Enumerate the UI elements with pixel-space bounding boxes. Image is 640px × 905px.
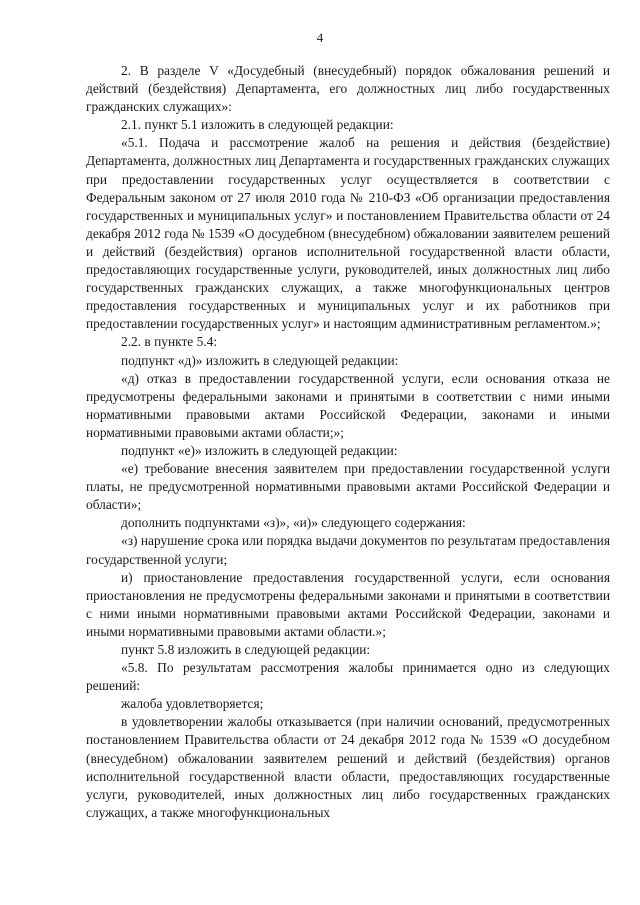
paragraph-complaint-refused: в удовлетворении жалобы отказывается (при наличии оснований, предусмотренных постановлением Правительства области от 24 декабря 2012 года № 1539 «О досудебном (внесудебном) обжаловании заявителем решений и действий (бездействия) органов исполнительной государственной власти области, предоставляющих государственные услуги, руководителей, иных должностных лиц либо государственных гражданских служащих, а также многофункциональных <box>86 714 610 820</box>
paragraph-subitem-d-intro: подпункт «д)» изложить в следующей редакции: <box>121 352 399 368</box>
document-body <box>86 62 610 822</box>
paragraph-add-subitems: дополнить подпунктами «з)», «и)» следующего содержания: <box>121 515 466 531</box>
paragraph-2-1: 2.1. пункт 5.1 изложить в следующей редакции: <box>121 117 394 133</box>
paragraph-complaint-satisfied: жалоба удовлетворяется; <box>121 696 264 712</box>
paragraph-5-1-text: «5.1. Подача и рассмотрение жалоб на решения и действия (бездействие) Департамента, должностных лиц Департамента и государственных гражданских служащих при предоставлении государственных услуг осуществляется в соответствии с Федеральным законом от 27 июля 2010 года № 210-ФЗ «Об организации предоставления государственных и муниципальных услуг» и постановлением Правительства области от 24 декабря 2012 года № 1539 «О досудебном (внесудебном) обжаловании заявителем решений и действий (бездействия) органов исполнительной государственной власти области, предоставляющих государственные услуги, руководителей, иных должностных лиц либо государственных гражданских служащих, а также многофункциональных центров предоставления государственных и муниципальных услуг и их работников при предоставлении государственных услуг» и настоящим административным регламентом.»; <box>86 135 610 332</box>
paragraph-subitem-i-text: и) приостановление предоставления государственной услуги, если основания приостановления не предусмотрены федеральными законами и принятыми в соответствии с ними иными нормативными правовыми актами Российской Федерации, законами и иными нормативными правовыми актами области.»; <box>86 569 610 639</box>
paragraph-5-8-text: «5.8. По результатам рассмотрения жалобы принимается одно из следующих решений: <box>86 660 610 694</box>
paragraph-subitem-d-text: «д) отказ в предоставлении государственной услуги, если основания отказа не предусмотрены федеральными законами и принятыми в соответствии с ними иными нормативными правовыми актами Российской Федерации, законами и иными нормативными правовыми актами области;»; <box>86 370 610 440</box>
paragraph-subitem-e-text: «е) требование внесения заявителем при предоставлении государственной услуги платы, не предусмотренной нормативными правовыми актами Российской Федерации и области»; <box>86 461 610 513</box>
paragraph-2-2: 2.2. в пункте 5.4: <box>121 334 218 350</box>
paragraph-subitem-z-text: «з) нарушение срока или порядка выдачи документов по результатам предоставления государственной услуги; <box>86 533 610 567</box>
paragraph-5-8-intro: пункт 5.8 изложить в следующей редакции: <box>121 642 371 657</box>
paragraph-subitem-e-intro: подпункт «е)» изложить в следующей редакции: <box>121 442 398 458</box>
page-number: 4 <box>316 30 324 45</box>
paragraph-section-v-intro: 2. В разделе V «Досудебный (внесудебный) порядок обжалования решений и действий (бездействия) Департамента, его должностных лиц либо государственных гражданских служащих»: <box>86 63 610 115</box>
